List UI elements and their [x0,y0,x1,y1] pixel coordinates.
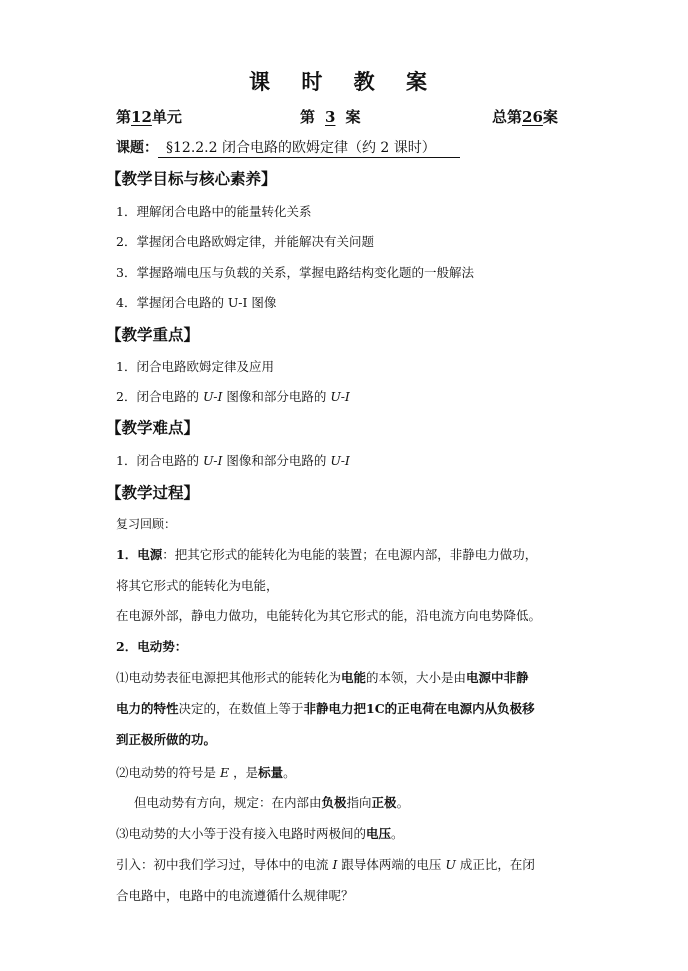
total-prefix: 总第 [492,108,523,126]
text-run: E [219,765,230,780]
intro-paragraph: 合电路中，电路中的电流遵循什么规律呢？ [116,888,354,903]
process-paragraph [116,668,529,686]
process-paragraph [116,699,535,717]
unit-prefix: 第 [116,108,132,126]
key-point-item [116,387,350,405]
text-run: 。 [391,826,404,841]
section-goals: 【教学目标与核心素养】 [106,169,277,188]
review-label: 复习回顾： [116,517,177,531]
text-run: U-I [330,453,350,468]
text-run: ⑶电动势的大小等于没有接入电路时两极间的 [116,826,367,841]
intro-paragraph [116,855,535,873]
lesson-num: 3 [325,108,336,126]
process-paragraph: 将其它形式的能转化为电能， [116,578,279,593]
text-run: 电压 [366,826,392,841]
text-run: 引入：初中我们学习过，导体中的电流 [116,857,333,872]
lesson-suffix: 案 [345,108,361,126]
text-run: 指向 [346,795,372,810]
difficulty-item [116,451,350,469]
section-difficulty: 【教学难点】 [106,418,200,437]
unit-num: 12 [131,108,152,126]
unit-number [116,106,182,127]
text-run: 1．闭合电路的 [116,453,203,468]
text-run: 。 [283,765,296,780]
text-run: 标量 [258,765,284,780]
text-run: ：把其它形式的能转化为电能的装置；在电源内部，非静电力做功， [162,547,538,562]
lesson-prefix: 第 [300,108,316,126]
text-run: 1．电源 [116,547,163,562]
goal-item: 4．掌握闭合电路的 U-I 图像 [116,295,277,310]
text-run: U-I [202,389,223,404]
text-run: 跟导体两端的电压 [337,857,446,872]
text-run: 成正比，在闭 [455,857,535,872]
goal-item: 2．掌握闭合电路欧姆定律，并能解决有关问题 [116,234,374,249]
text-run: ，是 [229,765,259,780]
lesson-number [300,106,360,127]
text-run: 电源中非静 [466,670,529,685]
text-run: ⑴电动势表征电源把其他形式的能转化为 [116,670,342,685]
text-run: 非静电力把1C的正电荷在电源内从负极移 [303,701,535,716]
text-run: 图像和部分电路的 [222,389,331,404]
text-run: 2．闭合电路的 [116,389,203,404]
text-run: 电能 [341,670,367,685]
text-run: ⑵电动势的符号是 [116,765,220,780]
text-run: 负极 [321,795,347,810]
section-process: 【教学过程】 [106,483,200,502]
key-point-item: 1．闭合电路欧姆定律及应用 [116,359,274,374]
process-paragraph [116,545,537,563]
text-run: 但电动势有方向，规定：在内部由 [134,795,322,810]
text-run: U-I [202,453,223,468]
process-heading: 2．电动势： [116,639,188,654]
unit-suffix: 单元 [151,108,182,126]
topic-label: 课题： [116,140,158,156]
text-run: 。 [396,795,410,810]
page-title: 课 时 教 案 [249,69,439,94]
text-run: 正极 [371,795,397,810]
total-suffix: 案 [542,108,558,126]
process-paragraph: 到正极所做的功。 [116,732,217,747]
text-run: 图像和部分电路的 [222,453,331,468]
process-paragraph [116,763,296,781]
text-run: 的本领，大小是由 [366,670,467,685]
lesson-topic [116,137,460,158]
text-run: U-I [330,389,350,404]
text-run: 决定的，在数值上等于 [178,701,304,716]
process-paragraph [134,793,409,811]
text-run: I [332,857,338,872]
total-num: 26 [522,108,543,126]
text-run: 电力的特性 [116,701,179,716]
section-key-points: 【教学重点】 [106,325,200,344]
total-number [492,106,558,127]
goal-item: 1．理解闭合电路中的能量转化关系 [116,204,312,219]
process-paragraph: 在电源外部，静电力做功，电能转化为其它形式的能，沿电流方向电势降低。 [116,608,542,623]
text-run: U [445,857,456,872]
process-paragraph [116,824,404,842]
goal-item: 3．掌握路端电压与负载的关系，掌握电路结构变化题的一般解法 [116,265,474,280]
topic-value: §12.2.2 闭合电路的欧姆定律（约 2 课时） [158,137,460,158]
